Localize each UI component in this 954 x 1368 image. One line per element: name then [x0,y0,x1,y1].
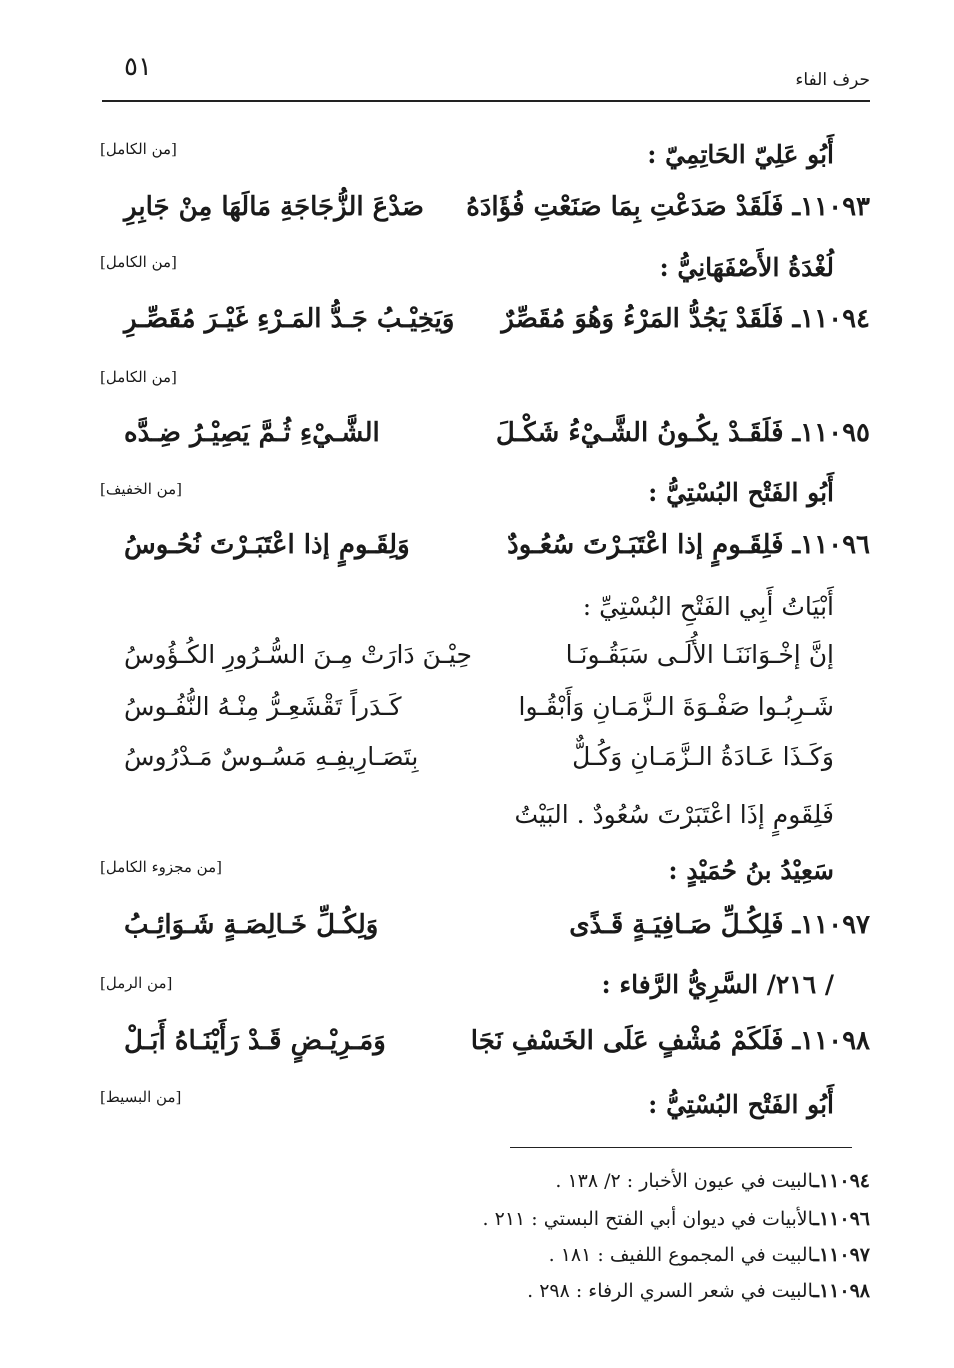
poet-name: لُغْدَةُ الأَصْفَهَانِيُّ : [659,253,834,282]
verse-second-hemistich: وَلِكُـلِّ خَـالِصَـةٍ شَـوَائِـبُ [124,910,379,940]
running-header: حرف الفاء [795,70,870,90]
footnote-text: البيت في شعر السري الرفاء : ٢٩٨ . [527,1280,814,1302]
meter-label: [من الكامل] [100,140,177,158]
footnote-text: الأبيات في ديوان أبي الفتح البستي : ٢١١ . [482,1208,814,1230]
poem-line-second: بِتَصَـارِيفِـهِ مَسُـوسٌ مَـدْرُوسُ [124,742,419,771]
footnote-rule [510,1147,852,1148]
poet-name: / ٢١٦/ السَّرِيُّ الرَّفاء : [601,970,834,999]
footnote [527,1280,870,1302]
verse-first-hemistich: ١١٠٩٣ـ فَلَقَدْ صَدَعْتِ بِمَا صَنَعْتِ فُؤَادَهُ [466,192,870,222]
poem-heading: أَبْيَاتُ أَبِي الفَتْحِ البُسْتِيِّ : [582,592,834,621]
footnote-number: ١١٠٩٤ـ [813,1170,870,1192]
meter-label: [من الكامل] [100,253,177,271]
verse-first-hemistich: ١١٠٩٥ـ فَلَقَـدْ يكُـونُ الشَّـيْءُ شَكْـلَ [495,418,870,448]
poem-closing: فَلِقَومٍ إذَا اعْتَبَرْتَ سُعُودٌ . البَيْتُ [514,800,834,829]
meter-label: [من الكامل] [100,368,177,386]
poet-name: أَبُو الفَتْح البُسْتِيُّ : [648,1090,834,1119]
footnote [483,1208,870,1230]
meter-label: [من الخفيف] [100,480,182,498]
footnote [549,1244,870,1266]
footnote [555,1170,870,1192]
page-number: ٥١ [124,52,152,82]
verse-first-hemistich: ١١٠٩٨ـ فَلَكَمْ مُشْفٍ عَلَى الخَسْفِ نَجَا [470,1026,870,1056]
meter-label: [من البسيط] [100,1088,182,1106]
poet-name: سَعِيْدُ بنُ حُمَيْدٍ : [668,856,834,885]
poem-line-second: حِيْـنَ دَارَتْ مِـنَ السُّـرُورِ الكُـؤُوسُ [124,640,472,669]
footnote-number: ١١٠٩٨ـ [813,1280,870,1302]
footnote-number: ١١٠٩٧ـ [813,1244,870,1266]
verse-second-hemistich: صَدْعَ الزُّجَاجَةِ مَالَهَا مِنْ جَابِرِ [124,192,424,222]
poet-name: أَبُو عَلِيّ الحَاتِمِيّ : [647,140,834,169]
verse-first-hemistich: ١١٠٩٦ـ فَلِقَـومٍ إذا اعْتَبَـرْتَ سُعُـودٌ [507,530,870,560]
verse-first-hemistich: ١١٠٩٧ـ فَلِكُـلِّ صَـافِيَـةٍ قَـذًى [569,910,870,940]
meter-label: [من الرمل] [100,974,173,992]
poem-line-second: كَـدَراً تَقْشَعِـرُّ مِنْـهُ النُّفُـوسُ [124,692,402,721]
verse-second-hemistich: وَلِقَـومٍ إذا اعْتَبَـرْتَ نُحُـوسُ [124,530,410,560]
header-rule [102,100,870,102]
verse-second-hemistich: وَمَـرِيْـضٍ قَـدْ رَأَيْنَـاهُ أَبَـلْ [124,1026,386,1056]
poem-line-first: إنَّ إخْـوَانَنَـا الأُلَـى سَبَقُـونَـا [565,640,834,669]
poem-line-first: وَكَـذَا عَـادَةُ الـزَّمَـانِ وَكُـلٌّ [572,742,834,771]
meter-label: [من مجزوء الكامل] [100,858,222,876]
footnote-number: ١١٠٩٦ـ [813,1208,870,1230]
verse-second-hemistich: الشَّـيْءِ ثُـمَّ يَصِيْـرُ ضِـدَّه [124,418,380,448]
footnote-text: البيت في عيون الأخبار : ٢/ ١٣٨ . [555,1170,814,1192]
poem-line-first: شَـرِبُـوا صَفْـوَةَ الـزَّمَـانِ وَأَبْقُـوا [518,692,834,721]
footnote-text: البيت في المجموع اللفيف : ١٨١ . [548,1244,814,1266]
poet-name: أَبُو الفَتْح البُسْتِيُّ : [648,478,834,507]
verse-first-hemistich: ١١٠٩٤ـ فَلَقَدْ يَجُدُّ المَرْءُ وَهُوَ مُقَصِّرٌ [501,304,870,334]
verse-second-hemistich: وَيَخِيْـبُ جَـدُّ المَـرْءِ غَيْـرَ مُقَصِّـرِ [124,304,455,334]
